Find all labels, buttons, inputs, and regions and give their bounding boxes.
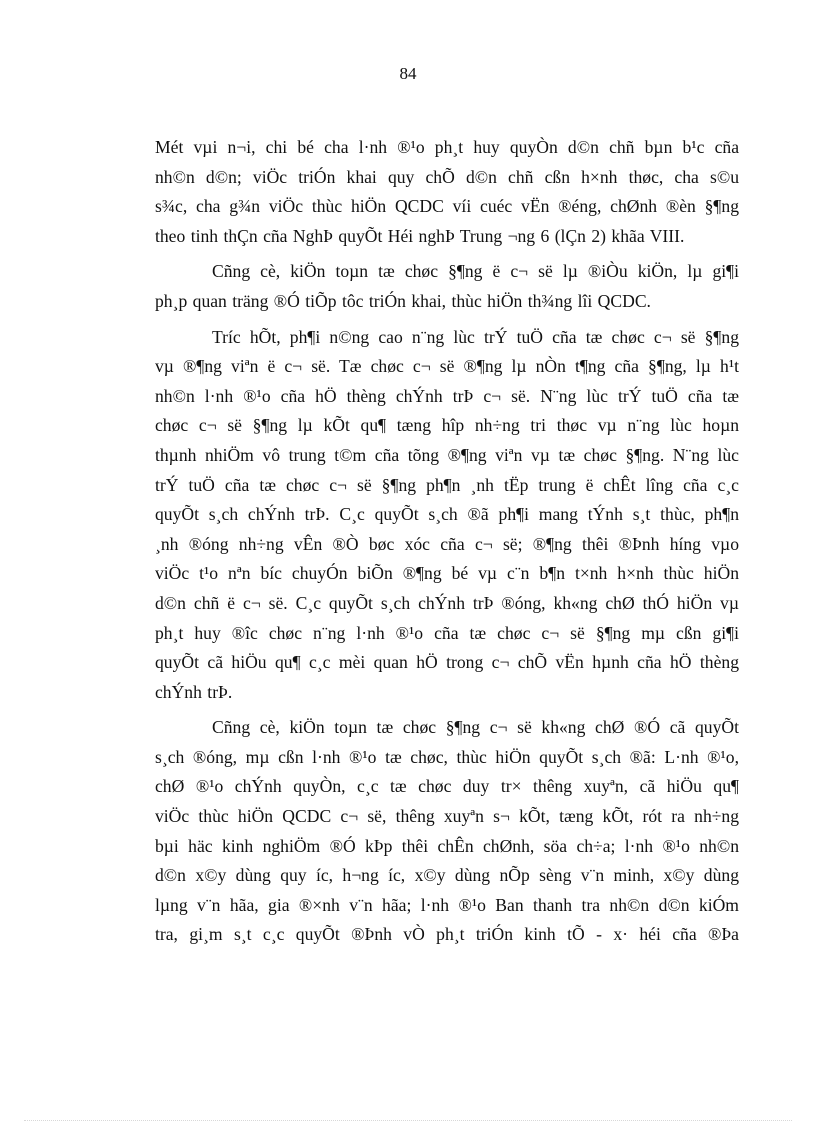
paragraph-1	[155, 133, 739, 251]
text-line: bµi häc kinh nghiÖm ®Ó kÞp thêi chÊn chØnh, söa ch÷a; l·nh ®¹o nh©n	[155, 835, 739, 856]
text-line: d©n chñ ë c¬ së. C¸c quyÕt s¸ch chÝnh trÞ ®óng, kh«ng chØ thÓ hiÖn vµ	[155, 592, 739, 613]
paragraph-2	[155, 257, 739, 316]
text-line: vµ ®¶ng viªn ë c¬ së. Tæ chøc c¬ së ®¶ng lµ nÒn t¶ng cña §¶ng, lµ h¹t	[155, 356, 739, 377]
text-line: quyÕt s¸ch chÝnh trÞ. C¸c quyÕt s¸ch ®ã ph¶i mang tÝnh s¸t thùc, ph¶n	[155, 504, 739, 525]
text-line: Cñng cè, kiÖn toµn tæ chøc §¶ng ë c¬ së lµ ®iÒu kiÖn, lµ gi¶i	[212, 261, 739, 282]
text-line: s¸ch ®óng, mµ cßn l·nh ®¹o tæ chøc, thùc hiÖn quyÕt s¸ch ®ã: L·nh ®¹o,	[155, 746, 739, 767]
text-line: trÝ tuÖ cña tæ chøc c¬ së §¶ng ph¶n ¸nh tËp trung ë chÊt lîng cña c¸c	[155, 474, 739, 495]
text-line: tra, gi¸m s¸t c¸c quyÕt ®Þnh vÒ ph¸t triÓn kinh tÕ - x· héi cña ®Þa	[155, 924, 739, 945]
text-line: chøc c¬ së §¶ng lµ kÕt qu¶ tæng hîp nh÷ng tri thøc vµ n¨ng lùc hoµn	[155, 415, 739, 436]
text-line: nh©n l·nh ®¹o cña hÖ thèng chÝnh trÞ c¬ së. N¨ng lùc trÝ tuÖ cña tæ	[155, 385, 739, 406]
text-line: chÝnh trÞ.	[155, 681, 233, 702]
paragraph-4	[155, 713, 739, 950]
text-line: Cñng cè, kiÖn toµn tæ chøc §¶ng c¬ së kh«ng chØ ®Ó cã quyÕt	[212, 717, 739, 738]
text-line: viÖc thùc hiÖn QCDC c¬ së, thêng xuyªn s¬ kÕt, tæng kÕt, rót ra nh÷ng	[155, 806, 739, 827]
page-number: 84	[399, 64, 417, 83]
text-line: lµng v¨n hãa, gia ®×nh v¨n hãa; l·nh ®¹o Ban thanh tra nh©n d©n kiÓm	[155, 894, 739, 915]
text-line: d©n x©y dùng quy íc, h¬ng íc, x©y dùng nÕp sèng v¨n minh, x©y dùng	[155, 865, 739, 886]
text-line: viÖc t¹o nªn bíc chuyÓn biÕn ®¶ng bé vµ c¨n b¶n t×nh h×nh thùc hiÖn	[155, 563, 739, 584]
page-bottom-divider	[24, 1120, 792, 1121]
text-line: nh©n d©n; viÖc triÓn khai quy chÕ d©n chñ cßn h×nh thøc, cha s©u	[155, 166, 739, 187]
text-line: thµnh nhiÖm vô trung t©m cña tõng ®¶ng viªn vµ tæ chøc §¶ng. N¨ng lùc	[155, 444, 739, 465]
text-line: s¾c, cha g¾n viÖc thùc hiÖn QCDC víi cuéc vËn ®éng, chØnh ®èn §¶ng	[155, 196, 739, 217]
paragraph-3	[155, 323, 739, 708]
text-line: theo tinh thÇn cña NghÞ quyÕt Héi nghÞ Trung ¬ng 6 (lÇn 2) khãa VIII.	[155, 225, 685, 246]
text-line: ph¸t huy ®îc chøc n¨ng l·nh ®¹o cña tæ chøc c¬ së §¶ng mµ cßn gi¶i	[155, 622, 739, 643]
text-line: Mét vµi n¬i, chi bé cha l·nh ®¹o ph¸t huy quyÒn d©n chñ bµn b¹c cña	[155, 137, 739, 157]
text-line: Tríc hÕt, ph¶i n©ng cao n¨ng lùc trÝ tuÖ cña tæ chøc c¬ së §¶ng	[212, 326, 739, 347]
text-line: ¸nh ®óng nh÷ng vÊn ®Ò bøc xóc cña c¬ së; ®¶ng thêi ®Þnh híng vµo	[155, 533, 739, 554]
text-line: ph¸p quan träng ®Ó tiÕp tôc triÓn khai, thùc hiÖn th¾ng lîi QCDC.	[155, 290, 651, 311]
text-line: quyÕt cã hiÖu qu¶ c¸c mèi quan hÖ trong c¬ chÕ vËn hµnh cña hÖ thèng	[155, 652, 739, 673]
document-body	[155, 133, 739, 956]
text-line: chØ ®¹o chÝnh quyÒn, c¸c tæ chøc duy tr× thêng xuyªn, cã hiÖu qu¶	[155, 776, 739, 797]
